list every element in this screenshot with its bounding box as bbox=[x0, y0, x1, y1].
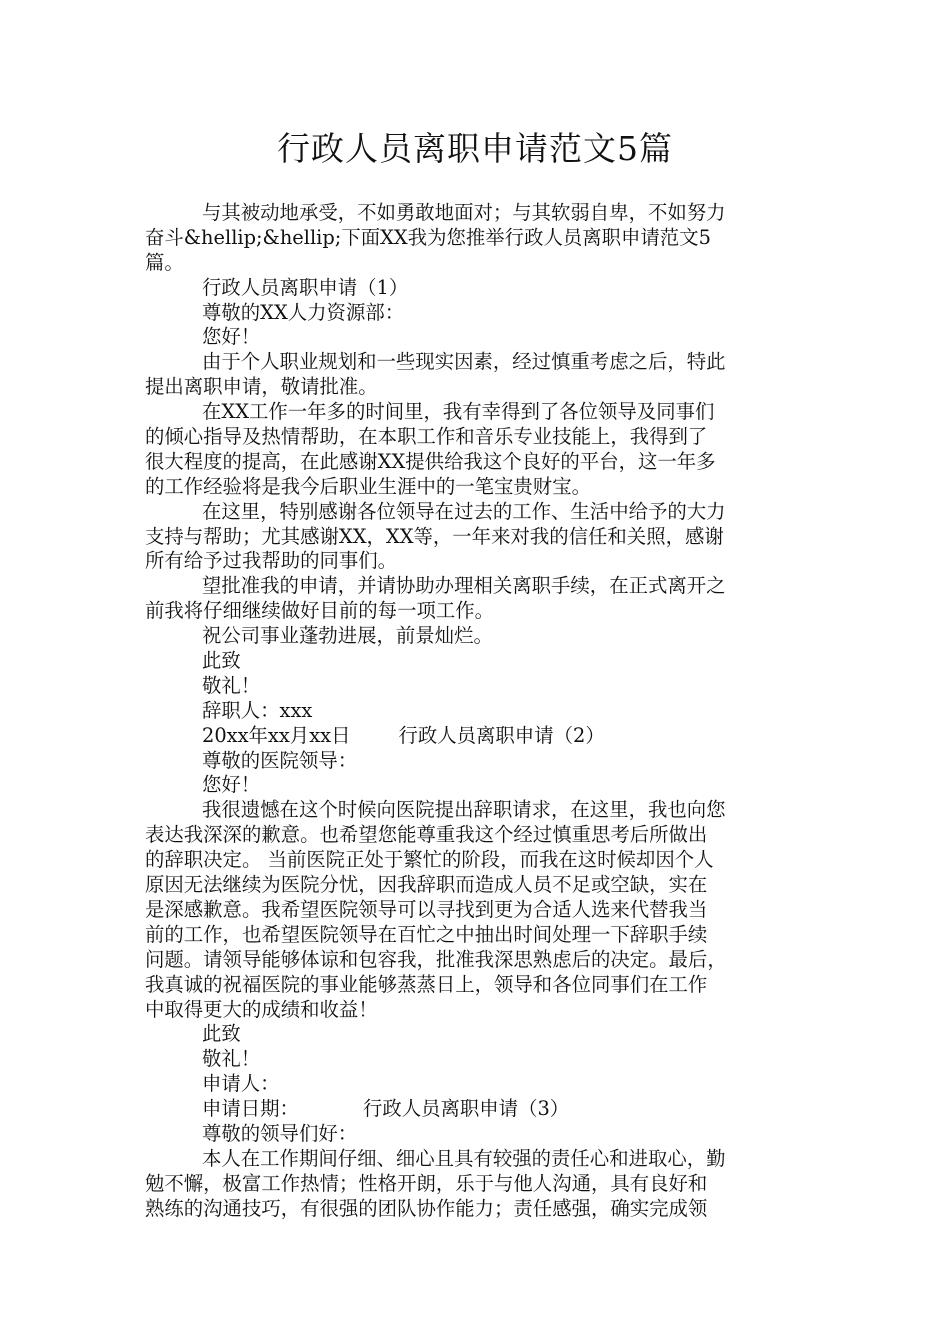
letter3-p1-line-1: 本人在工作期间仔细、细心且具有较强的责任心和进取心，勤 bbox=[202, 1146, 726, 1170]
document-title: 行政人员离职申请范文5篇 bbox=[277, 129, 673, 168]
letter1-p2-line-3: 很大程度的提高，在此感谢XX提供给我这个良好的平台，这一年多 bbox=[145, 449, 716, 473]
letter2-salutation: 尊敬的医院领导： bbox=[202, 748, 358, 772]
letter2-p1-line-3: 的辞职决定。 当前医院正处于繁忙的阶段，而我在这时候却因个人 bbox=[145, 848, 714, 872]
letter1-p1-line-2: 提出离职申请，敬请批准。 bbox=[145, 375, 378, 399]
letter2-heading: 行政人员离职申请（2） bbox=[398, 723, 605, 747]
letter1-p4-line-1: 望批准我的申请，并请协助办理相关离职手续，在正式离开之 bbox=[202, 574, 726, 598]
letter1-p2-line-1: 在XX工作一年多的时间里，我有幸得到了各位领导及同事们 bbox=[202, 400, 715, 424]
letter1-wish: 祝公司事业蓬勃进展，前景灿烂。 bbox=[202, 624, 493, 648]
letter2-greeting: 您好！ bbox=[202, 773, 261, 797]
letter2-p1-line-7: 问题。请领导能够体谅和包容我，批准我深思熟虑后的决定。最后， bbox=[145, 947, 727, 971]
letter1-greeting: 您好！ bbox=[202, 325, 261, 349]
letter2-date-row bbox=[145, 1097, 810, 1122]
letter2-p1-line-1: 我很遗憾在这个时候向医院提出辞职请求，在这里，我也向您 bbox=[202, 798, 726, 822]
letter2-closing-2: 敬礼！ bbox=[202, 1047, 261, 1071]
letter1-date: 20xx年xx月xx日 bbox=[202, 723, 351, 747]
letter1-heading: 行政人员离职申请（1） bbox=[202, 275, 409, 299]
letter1-date-row bbox=[145, 724, 810, 749]
letter3-salutation: 尊敬的领导们好： bbox=[202, 1121, 358, 1145]
letter2-p1-line-4: 原因无法继续为医院分忧，因我辞职而造成人员不足或空缺，实在 bbox=[145, 873, 708, 897]
intro-line-2: 奋斗&hellip;&hellip;下面XX我为您推举行政人员离职申请范文5 bbox=[145, 225, 711, 249]
letter2-p1-line-8: 我真诚的祝福医院的事业能够蒸蒸日上，领导和各位同事们在工作 bbox=[145, 972, 708, 996]
letter2-signer: 申请人： bbox=[202, 1072, 280, 1096]
letter2-p1-line-6: 前的工作，也希望医院领导在百忙之中抽出时间处理一下辞职手续 bbox=[145, 922, 708, 946]
letter2-p1-line-2: 表达我深深的歉意。也希望您能尊重我这个经过慎重思考后所做出 bbox=[145, 823, 708, 847]
letter1-p3-line-1: 在这里，特别感谢各位领导在过去的工作、生活中给予的大力 bbox=[202, 499, 726, 523]
letter1-p2-line-4: 的工作经验将是我今后职业生涯中的一笔宝贵财宝。 bbox=[145, 474, 591, 498]
letter2-date: 申请日期： bbox=[202, 1097, 299, 1121]
letter1-p3-line-3: 所有给予过我帮助的同事们。 bbox=[145, 549, 398, 573]
letter1-p1-line-1: 由于个人职业规划和一些现实因素，经过慎重考虑之后，特此 bbox=[202, 350, 726, 374]
letter1-p3-line-2: 支持与帮助；尤其感谢XX，XX等，一年来对我的信任和关照，感谢 bbox=[145, 524, 724, 548]
letter3-p1-line-2: 勉不懈，极富工作热情；性格开朗，乐于与他人沟通，具有良好和 bbox=[145, 1171, 708, 1195]
document-body bbox=[145, 201, 810, 1222]
letter3-p1-line-3: 熟练的沟通技巧，有很强的团队协作能力；责任感强，确实完成领 bbox=[145, 1196, 708, 1220]
letter3-heading: 行政人员离职申请（3） bbox=[362, 1097, 570, 1121]
letter2-closing-1: 此致 bbox=[202, 1022, 241, 1046]
letter1-closing-1: 此致 bbox=[202, 649, 241, 673]
letter1-signer: 辞职人：xxx bbox=[202, 698, 313, 722]
letter2-p1-line-9: 中取得更大的成绩和收益！ bbox=[145, 997, 378, 1021]
intro-line-3: 篇。 bbox=[145, 250, 184, 274]
letter1-salutation: 尊敬的XX人力资源部： bbox=[202, 300, 405, 324]
letter1-closing-2: 敬礼！ bbox=[202, 673, 261, 697]
intro-line-1: 与其被动地承受，不如勇敢地面对；与其软弱自卑，不如努力 bbox=[202, 201, 726, 224]
letter1-p4-line-2: 前我将仔细继续做好目前的每一项工作。 bbox=[145, 599, 495, 623]
letter2-p1-line-5: 是深感歉意。我希望医院领导可以寻找到更为合适人选来代替我当 bbox=[145, 897, 708, 921]
letter1-p2-line-2: 的倾心指导及热情帮助，在本职工作和音乐专业技能上，我得到了 bbox=[145, 425, 708, 449]
